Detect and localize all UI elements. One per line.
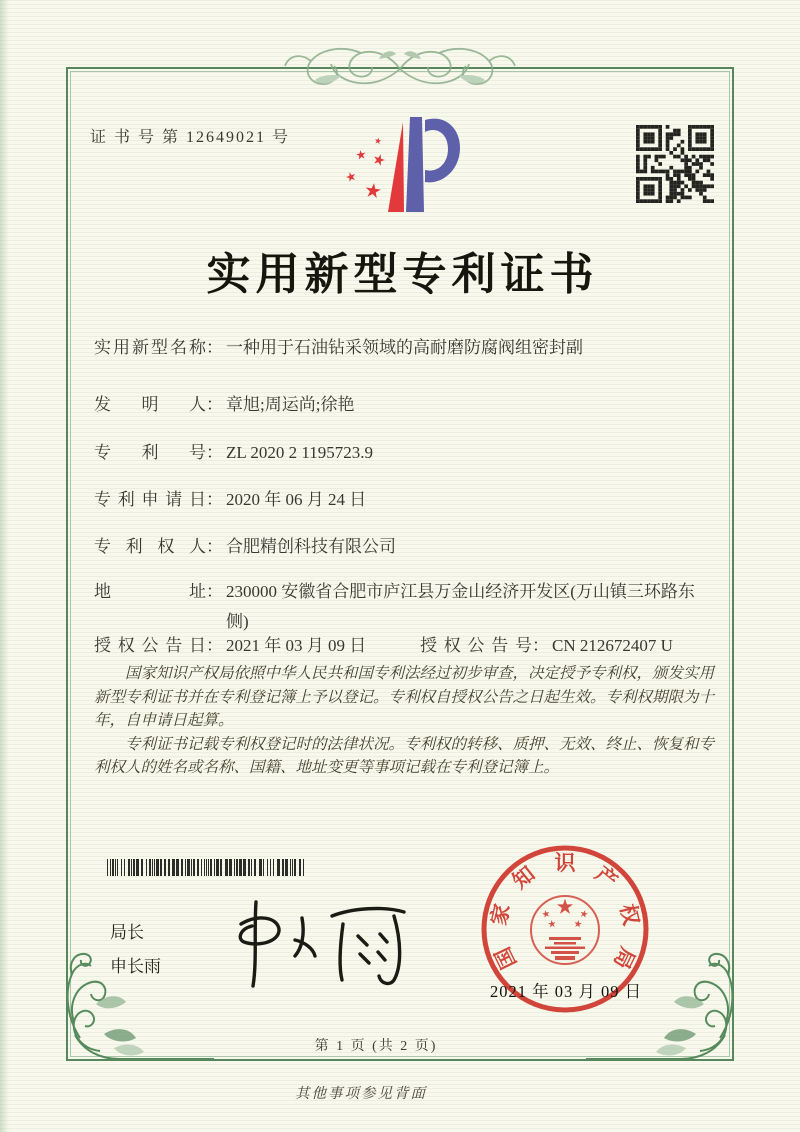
svg-text:产: 产 xyxy=(590,861,622,894)
field-patentee: 专利权人 ： 合肥精创科技有限公司 xyxy=(94,535,712,562)
top-border-ornament xyxy=(283,42,517,96)
field-value: 2020 年 06 月 24 日 xyxy=(226,490,367,509)
field-grant-row: 授权公告日 ： 2021 年 03 月 09 日 授权公告号 ： CN 212672407 U xyxy=(94,634,712,661)
svg-text:识: 识 xyxy=(554,851,576,875)
field-grant-number: 授权公告号 ： CN 212672407 U xyxy=(420,634,712,661)
qr-code xyxy=(636,125,714,203)
grant-date-value: 2021 年 03 月 09 日 xyxy=(226,636,367,655)
seal-date: 2021 年 03 月 09 日 xyxy=(489,982,643,1001)
svg-text:国: 国 xyxy=(490,943,522,973)
field-value: ZL 2020 2 1195723.9 xyxy=(226,443,374,462)
field-label: 发明人 xyxy=(94,395,206,414)
svg-text:权: 权 xyxy=(615,901,644,928)
field-label: 实用新型名称 xyxy=(94,338,206,357)
field-value: 一种用于石油钻采领域的高耐磨防腐阀组密封副 xyxy=(226,338,583,357)
field-value: 章旭;周运尚;徐艳 xyxy=(226,395,355,414)
field-label: 授权公告号 xyxy=(420,636,532,655)
field-label: 专利权人 xyxy=(94,537,206,556)
back-side-note: 其他事项参见背面 xyxy=(295,1086,427,1102)
field-address: 地址 ： 230000 安徽省合肥市庐江县万金山经济开发区(万山镇三环路东侧) xyxy=(94,580,712,637)
field-inventors: 发明人 ： 章旭;周运尚;徐艳 xyxy=(94,393,712,420)
director-block xyxy=(110,916,161,984)
director-signature xyxy=(228,890,416,992)
certificate-title: 实用新型专利证书 xyxy=(206,250,599,299)
field-filing-date: 专利申请日 ： 2020 年 06 月 24 日 xyxy=(94,488,712,515)
seal-emblem xyxy=(531,896,599,964)
svg-text:家: 家 xyxy=(486,901,515,928)
field-label: 专利号 xyxy=(94,443,206,462)
field-value: 230000 安徽省合肥市庐江县万金山经济开发区(万山镇三环路东侧) xyxy=(226,582,695,631)
field-label: 授权公告日 xyxy=(94,636,206,655)
cnipa-logo-icon xyxy=(343,112,463,218)
barcode xyxy=(107,859,309,876)
legal-paragraph-1: 国家知识产权局依照中华人民共和国专利法经过初步审查，决定授予专利权，颁发实用新型专利证书并在专利登记簿上予以登记。专利权自授权公告之日起生效。专利权期限为十年，自申请日起算。 xyxy=(94,665,715,729)
field-label: 专利申请日 xyxy=(94,490,206,509)
legal-paragraph-2: 专利证书记载专利权登记时的法律状况。专利权的转移、质押、无效、终止、恢复和专利权人的姓名或名称、国籍、地址变更等事项记载在专利登记簿上。 xyxy=(94,735,715,776)
legal-text xyxy=(94,662,714,780)
svg-text:知: 知 xyxy=(508,861,540,894)
director-title: 局长 xyxy=(110,923,144,942)
page-number: 第 1 页 (共 2 页) xyxy=(314,1039,438,1054)
field-label: 地址 xyxy=(94,582,206,601)
field-patent-number: 专利号 ： ZL 2020 2 1195723.9 xyxy=(94,441,712,468)
field-value: 合肥精创科技有限公司 xyxy=(226,537,396,556)
grant-number-value: CN 212672407 U xyxy=(552,636,673,655)
svg-text:局: 局 xyxy=(608,943,640,973)
field-utility-model-name: 实用新型名称 ： 一种用于石油钻采领域的高耐磨防腐阀组密封副 xyxy=(94,336,712,363)
certificate-number: 证 书 号 第 12649021 号 xyxy=(90,129,291,146)
director-name: 申长雨 xyxy=(110,957,161,976)
